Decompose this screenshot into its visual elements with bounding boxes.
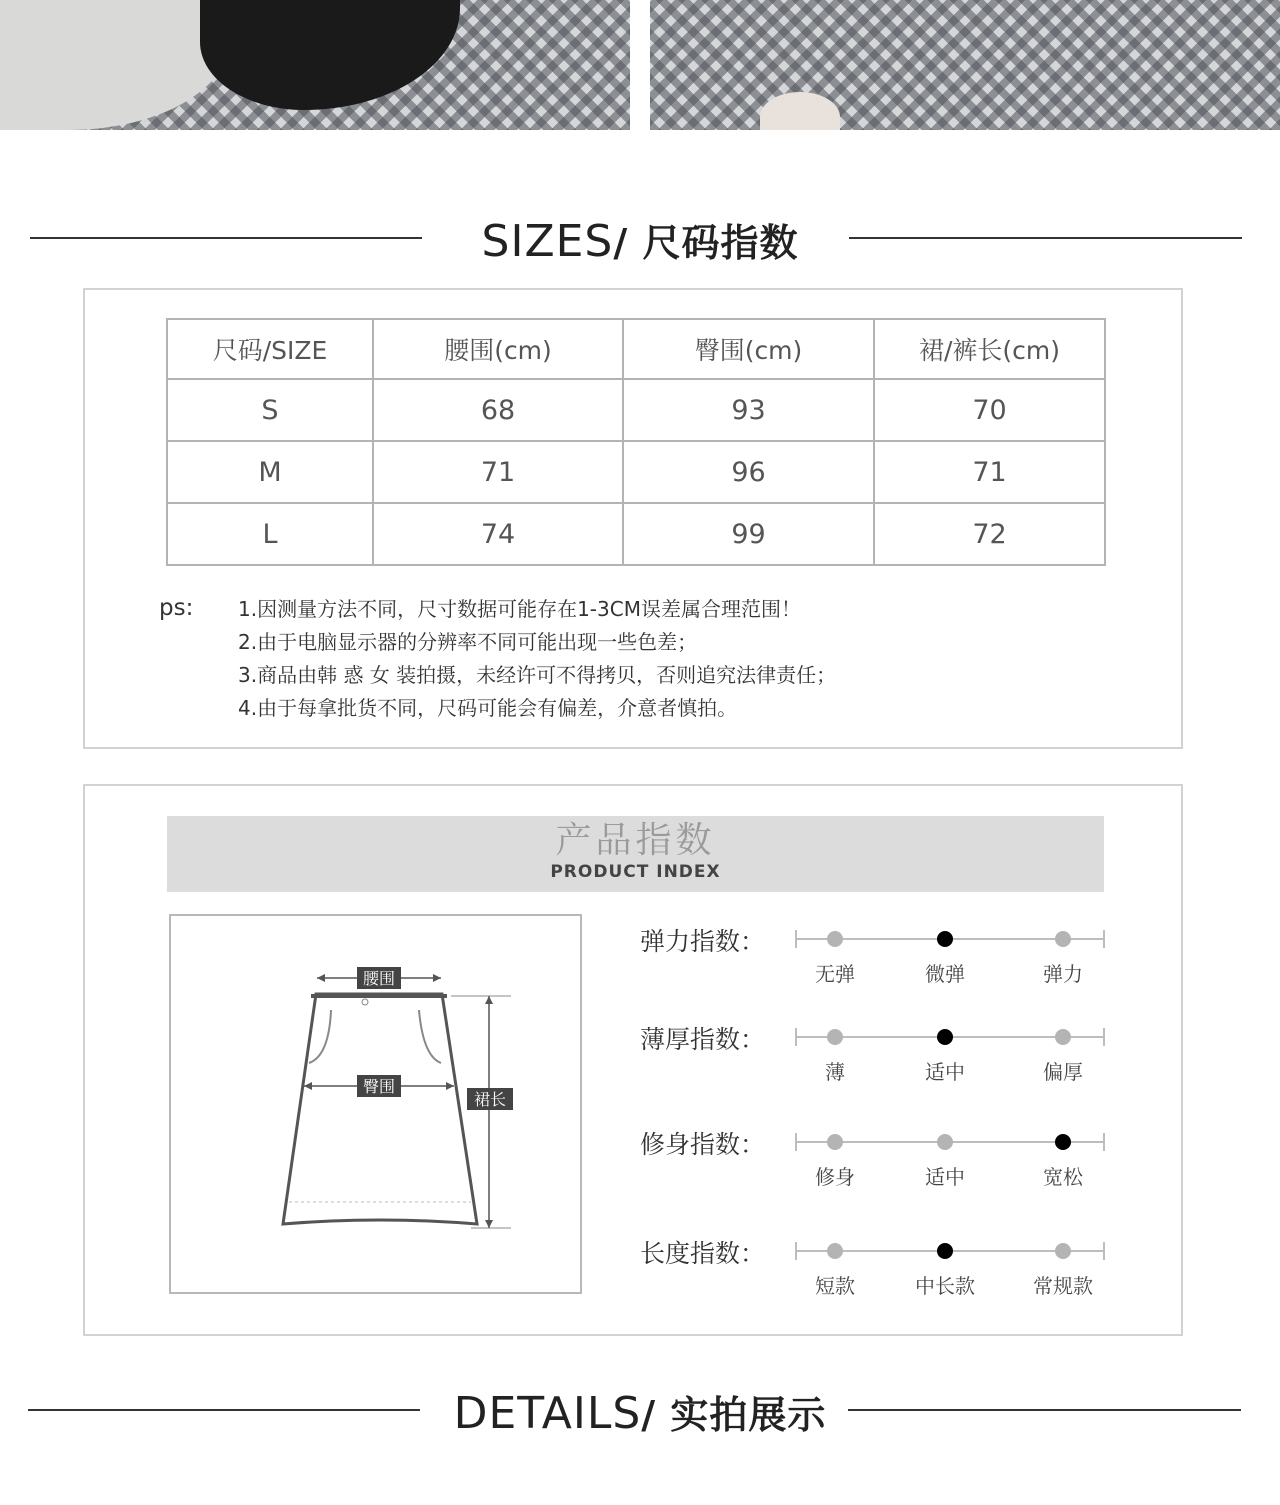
note-item: 4.由于每拿批货不同，尺码可能会有偏差，介意者慎拍。 [238,696,738,720]
skirt-diagram [169,914,582,1294]
index-option: 短款 [815,1274,855,1298]
arrow-head [433,974,441,982]
hip-label: 臀围 [362,1077,396,1096]
size-chart-panel [83,288,1183,749]
track-cap [1103,1133,1105,1151]
track-cap [795,930,797,948]
index-option: 适中 [925,1165,965,1189]
index-dot [827,1243,843,1259]
track-cap [1103,930,1105,948]
header-hip: 臀围(cm) [623,319,874,379]
length-cell: 70 [874,379,1105,441]
hip-cell: 96 [623,441,874,503]
table-row [167,379,1105,441]
index-track [795,1020,1105,1090]
details-heading [0,1380,1280,1440]
details-title-sep: / [641,1393,671,1437]
note-item: 1.因测量方法不同，尺寸数据可能存在1-3CM误差属合理范围！ [238,597,801,621]
track-cap [1103,1028,1105,1046]
header-size: 尺码/SIZE [167,319,373,379]
waist-cell: 71 [373,441,623,503]
index-option: 中长款 [915,1274,975,1298]
product-photo-left [0,0,630,130]
arrow-head [317,974,325,982]
details-title-cn: 实拍展示 [670,1393,827,1437]
arrow-head [485,996,493,1004]
index-option: 宽松 [1043,1165,1083,1189]
table-row [167,441,1105,503]
product-index-title-en: PRODUCT INDEX [550,862,721,882]
sizes-title-en: SIZES [481,216,614,267]
button-detail [362,999,368,1005]
index-dot [1055,1134,1071,1150]
hip-cell: 93 [623,379,874,441]
index-label: 弹力指数： [640,927,766,956]
size-table [166,318,1106,566]
notes-list [238,596,836,728]
index-track [795,1125,1105,1195]
index-row-length [640,1234,1110,1304]
size-table-header-row [167,319,1105,379]
index-option: 无弹 [815,962,855,986]
size-cell: L [167,503,373,565]
hip-cell: 99 [623,503,874,565]
index-label: 长度指数： [640,1239,766,1268]
note-item: 2.由于电脑显示器的分辨率不同可能出现一些色差； [238,630,698,654]
index-option: 薄 [825,1060,845,1084]
product-index-panel [83,784,1183,1336]
product-index-title-cn: 产品指数 [555,820,716,861]
index-dot [937,931,953,947]
index-dot [1055,1243,1071,1259]
index-dot [937,1134,953,1150]
index-track [795,1234,1105,1304]
length-label: 裙长 [473,1090,507,1109]
track-cap [1103,1242,1105,1260]
index-option: 偏厚 [1043,1060,1083,1084]
waist-cell: 74 [373,503,623,565]
index-track [795,922,1105,992]
index-row-thickness [640,1020,1110,1090]
waist-label: 腰围 [362,969,396,988]
skirt-diagram-svg [171,916,580,1292]
index-row-fit [640,1125,1110,1195]
index-dot [937,1243,953,1259]
note-item: 3.商品由韩 惑 女 装拍摄，未经许可不得拷贝，否则追究法律责任； [238,663,837,687]
length-cell: 72 [874,503,1105,565]
index-option: 常规款 [1033,1274,1093,1298]
index-dot [827,1134,843,1150]
index-dot [1055,1029,1071,1045]
product-photo-right [650,0,1280,130]
header-length: 裙/裤长(cm) [874,319,1105,379]
sizes-heading [0,208,1280,268]
skirt-outline [283,994,477,1224]
arrow-head [446,1082,454,1090]
product-index-banner [167,816,1104,892]
arrow-head [304,1082,312,1090]
right-pocket [419,1010,441,1063]
index-option: 适中 [925,1060,965,1084]
index-dot [827,1029,843,1045]
index-dot [1055,931,1071,947]
arrow-head [485,1220,493,1228]
index-option: 微弹 [925,962,965,986]
sizes-title [0,212,1280,267]
details-title [0,1384,1280,1439]
size-cell: M [167,441,373,503]
index-dot [827,931,843,947]
index-label: 薄厚指数： [640,1025,766,1054]
index-row-elasticity [640,922,1110,992]
index-label: 修身指数： [640,1130,766,1159]
index-option: 修身 [815,1165,855,1189]
size-cell: S [167,379,373,441]
sizes-title-sep: / [613,221,643,265]
header-waist: 腰围(cm) [373,319,623,379]
length-cell: 71 [874,441,1105,503]
details-title-en: DETAILS [453,1388,642,1439]
sizes-title-cn: 尺码指数 [642,221,799,265]
track-cap [795,1028,797,1046]
table-row [167,503,1105,565]
waist-cell: 68 [373,379,623,441]
index-option: 弹力 [1043,962,1083,986]
track-cap [795,1133,797,1151]
track-cap [795,1242,797,1260]
index-dot [937,1029,953,1045]
notes-label: ps: [159,595,194,621]
